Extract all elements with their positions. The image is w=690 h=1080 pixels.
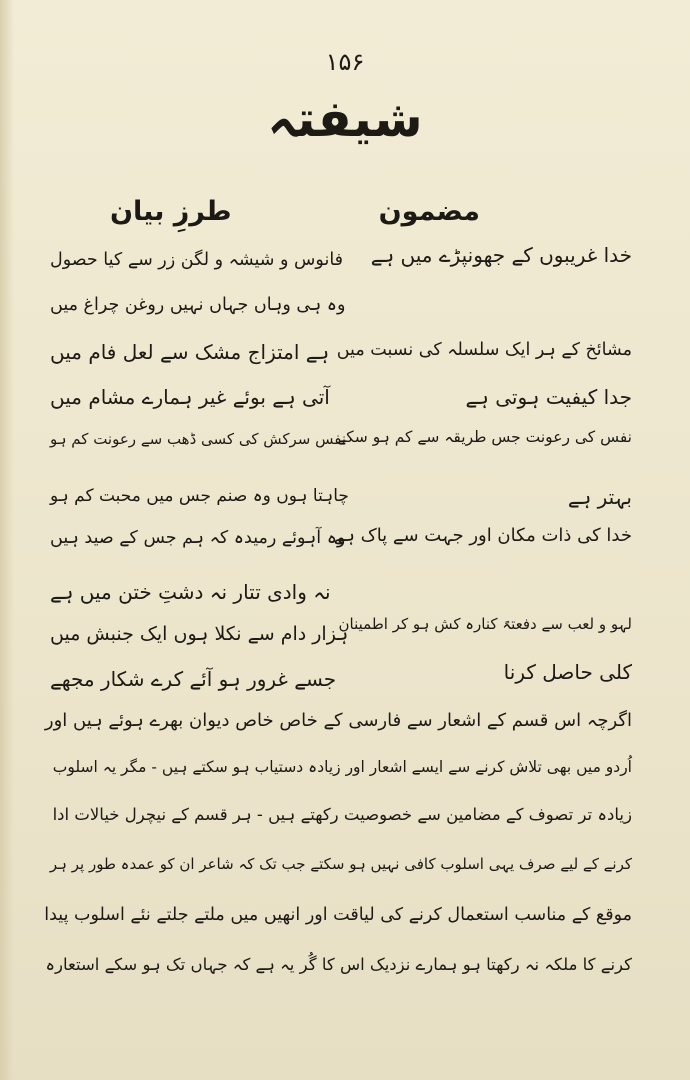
verse-line: جسے غرور ہو آئے کرے شکار مجھے (50, 667, 337, 691)
paragraph-line: زیادہ تر تصوف کے مضامین سے خصوصیت رکھتے ہیں - ہر قسم کے نیچرل خیالات ادا (52, 805, 632, 824)
verse-line: وہ آہوئے رمیدہ کہ ہم جس کے صید ہیں (50, 528, 346, 548)
verse-line: وہ ہی وہاں جہاں نہیں روغن چراغ میں (50, 295, 346, 315)
column-heading-subject: مضمون (378, 196, 480, 227)
page-edge-shadow (0, 0, 14, 1080)
subject-line: مشائخ کے ہر ایک سلسلہ کی نسبت میں (336, 340, 632, 360)
verse-line: چاہتا ہوں وہ صنم جس میں محبت کم ہو (50, 486, 349, 506)
paragraph-line: کرنے کے لیے صرف یہی اسلوب کافی نہیں ہو سکتے جب تک کہ شاعر ان کو عمدہ طور پر ہر (49, 855, 632, 873)
subject-line: نفس کی رعونت جس طریقہ سے کم ہو سکے (337, 428, 632, 446)
verse-line: نہ وادی تتار نہ دشتِ ختن میں ہے (50, 580, 331, 604)
subject-line: لہو و لعب سے دفعتہً کنارہ کش ہو کر اطمینان (338, 615, 632, 633)
paragraph-line: اگرچہ اس قسم کے اشعار سے فارسی کے خاص خاص دیوان بھرے ہوئے ہیں اور (44, 710, 632, 731)
verse-line: ہے امتزاج مشک سے لعل فام میں (50, 340, 330, 364)
paragraph-line: اُردو میں بھی تلاش کرنے سے ایسے اشعار اور زیادہ دستیاب ہو سکتے ہیں - مگر یہ اسلوب (52, 758, 632, 776)
verse-line: ہزار دام سے نکلا ہوں ایک جنبش میں (50, 623, 349, 645)
verse-line: فانوس و شیشہ و لگن زر سے کیا حصول (50, 250, 344, 270)
subject-line: کلی حاصل کرنا (503, 660, 632, 684)
column-heading-style: طرزِ بیان (110, 196, 232, 227)
subject-line: جدا کیفیت ہوتی ہے (465, 385, 632, 409)
subject-line: خدا غریبوں کے جھونپڑے میں ہے (370, 243, 632, 267)
subject-line: خدا کی ذات مکان اور جہت سے پاک ہے (333, 525, 632, 546)
page-number: ۱۵۶ (325, 48, 365, 76)
paragraph-line: کرنے کا ملکہ نہ رکھتا ہو ہمارے نزدیک اس کا گُر یہ ہے کہ جہاں تک ہو سکے استعارہ (45, 955, 632, 974)
verse-line: نفس سرکش کی کسی ڈھب سے رعونت کم ہو (50, 430, 346, 448)
paragraph-line: موقع کے مناسب استعمال کرنے کی لیاقت اور انھیں میں ملتے جلتے نئے اسلوب پیدا (44, 905, 632, 925)
subject-line: بہتر ہے (567, 485, 632, 509)
verse-line: آتی ہے بوئے غیر ہمارے مشام میں (50, 385, 330, 409)
page-title: شیفتہ (267, 90, 423, 148)
